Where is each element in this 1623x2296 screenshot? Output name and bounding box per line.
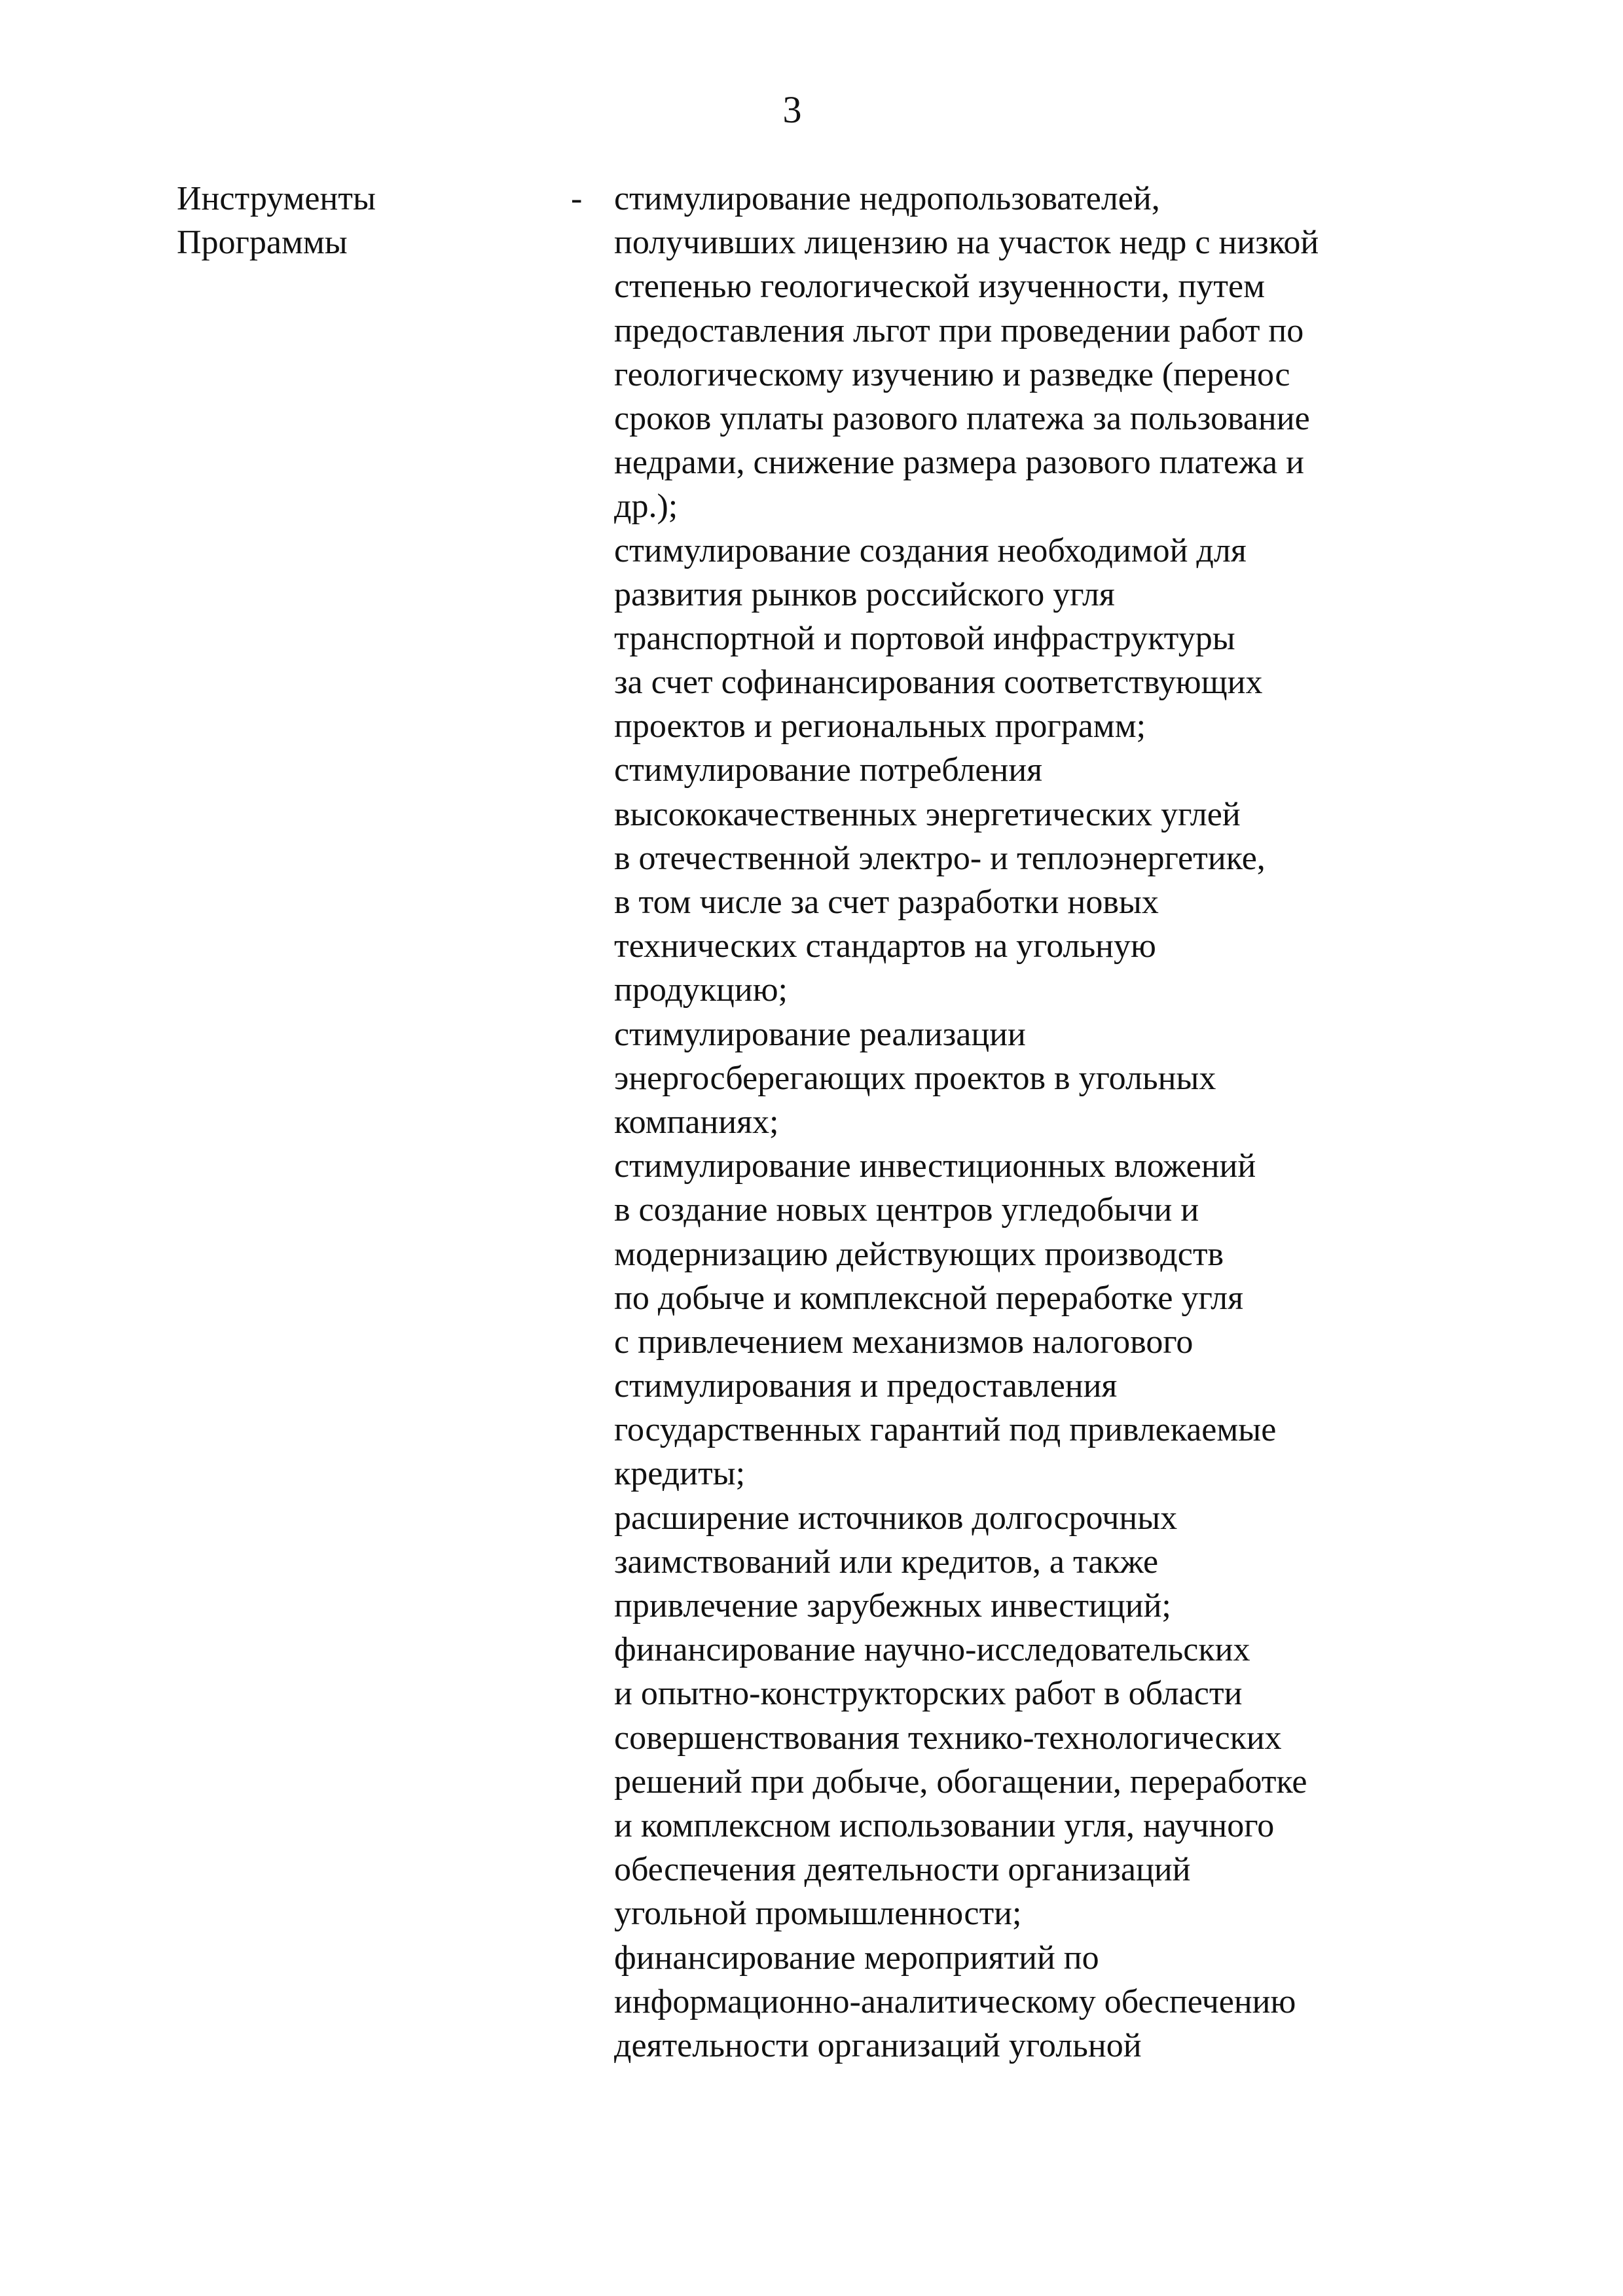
content-line: за счет софинансирования соответствующих: [614, 664, 1263, 702]
content-line: финансирование мероприятий по: [614, 1939, 1099, 1977]
content-line: в отечественной электро- и теплоэнергетике,: [614, 839, 1266, 877]
content-line: заимствований или кредитов, а также: [614, 1543, 1159, 1581]
section-content: [614, 177, 1544, 2068]
content-line: транспортной и портовой инфраструктуры: [614, 619, 1235, 657]
content-line: недрами, снижение размера разового платежа и: [614, 444, 1304, 482]
content-line: энергосберегающих проектов в угольных: [614, 1059, 1216, 1097]
content-line: стимулирование реализации: [614, 1015, 1026, 1053]
content-line: по добыче и комплексной переработке угля: [614, 1279, 1244, 1317]
content-line: технических стандартов на угольную: [614, 927, 1156, 965]
content-line: модернизацию действующих производств: [614, 1235, 1224, 1273]
content-line: расширение источников долгосрочных: [614, 1499, 1178, 1537]
content-line: информационно-аналитическому обеспечению: [614, 1982, 1296, 2020]
content-line: предоставления льгот при проведении работ по: [614, 312, 1304, 350]
content-line: деятельности организаций угольной: [614, 2026, 1142, 2064]
content-line: продукцию;: [614, 971, 788, 1009]
content-line: угольной промышленности;: [614, 1895, 1022, 1933]
content-line: государственных гарантий под привлекаемые: [614, 1411, 1277, 1449]
content-line: и опытно-конструкторских работ в области: [614, 1675, 1243, 1713]
content-line: в создание новых центров угледобычи и: [614, 1191, 1199, 1229]
content-line: стимулирование создания необходимой для: [614, 531, 1247, 569]
content-line: стимулирования и предоставления: [614, 1367, 1118, 1405]
content-line: финансирование научно-исследовательских: [614, 1631, 1250, 1669]
content-line: степенью геологической изученности, путем: [614, 268, 1266, 306]
content-line: обеспечения деятельности организаций: [614, 1851, 1191, 1889]
section-label-line-1: Инструменты: [177, 180, 376, 217]
content-line: кредиты;: [614, 1455, 746, 1493]
content-line: развития рынков российского угля: [614, 575, 1115, 613]
content-line: в том числе за счет разработки новых: [614, 884, 1159, 921]
content-line: привлечение зарубежных инвестиций;: [614, 1587, 1171, 1624]
content-line: др.);: [614, 488, 678, 526]
content-line: с привлечением механизмов налогового: [614, 1323, 1194, 1361]
page-number: 3: [782, 88, 802, 131]
content-line: проектов и региональных программ;: [614, 708, 1146, 745]
content-line: высококачественных энергетических углей: [614, 795, 1241, 833]
section-label-line-2: Программы: [177, 224, 348, 261]
content-line: стимулирование инвестиционных вложений: [614, 1147, 1256, 1185]
content-line: решений при добыче, обогащении, переработке: [614, 1763, 1307, 1801]
section-dash: -: [571, 180, 583, 217]
section-label: [177, 177, 543, 264]
content-line: и комплексном использовании угля, научного: [614, 1806, 1275, 1844]
content-line: стимулирование потребления: [614, 751, 1043, 789]
content-line: компаниях;: [614, 1103, 779, 1141]
content-line: сроков уплаты разового платежа за пользование: [614, 399, 1310, 437]
content-line: стимулирование недропользователей,: [614, 180, 1160, 217]
content-line: совершенствования технико-технологических: [614, 1719, 1282, 1757]
content-line: геологическому изучению и разведке (перенос: [614, 355, 1290, 393]
content-line: получивших лицензию на участок недр с низкой: [614, 224, 1319, 262]
